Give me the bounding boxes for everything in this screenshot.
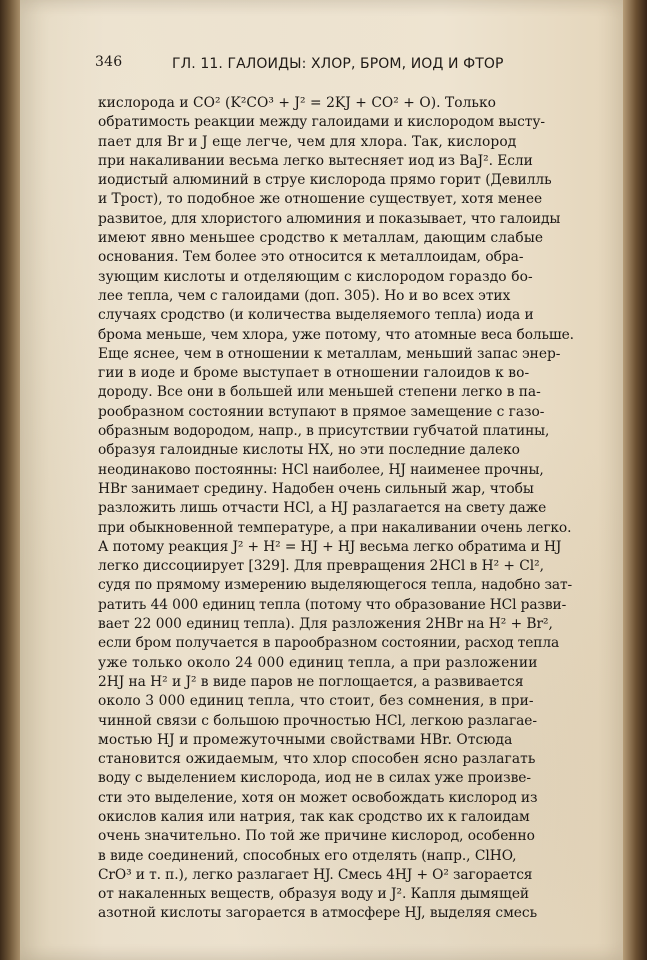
text-line: уже только около 24 000 единиц тепла, а при разложении [98, 654, 538, 671]
text-line: А потому реакция J² + H² = HJ + HJ весьма легко обратима и HJ [98, 538, 562, 555]
running-head: ГЛ. 11. ГАЛОИДЫ: ХЛОР, БРОМ, ИОД И ФТОР [172, 56, 504, 72]
text-line: гии в иоде и броме выступает в отношении галоидов к во- [98, 365, 530, 382]
text-line: пает для Br и J еще легче, чем для хлора. Так, кислород [98, 133, 517, 150]
text-line: сти это выделение, хотя он может освобождать кислород из [98, 789, 538, 806]
text-line: кислорода и CO² (K²CO³ + J² = 2KJ + CO² + O). Только [98, 95, 497, 111]
text-line: легко диссоциирует [329]. Для превращения 2HCl в H² + Cl², [98, 558, 544, 575]
text-line: образуя галоидные кислоты HX, но эти последние далеко [98, 442, 520, 459]
text-line: при обыкновенной температуре, а при накаливании очень легко. [98, 519, 572, 536]
text-line: имеют явно меньшее сродство к металлам, дающим слабые [98, 230, 544, 247]
text-line: случаях сродство (и количества выделяемого тепла) иода и [98, 307, 534, 324]
page-body-text [98, 94, 630, 924]
text-line: чинной связи с большою прочностью HCl, легкою разлагае- [98, 712, 538, 729]
book-page [20, 0, 623, 960]
text-line: очень значительно. По той же причине кислород, особенно [98, 828, 535, 845]
text-line: судя по прямому измерению выделяющегося тепла, надобно зат- [98, 577, 573, 594]
page-number: 346 [95, 54, 123, 70]
text-line: неодинаково постоянны: HCl наиболее, HJ наименее прочны, [98, 461, 544, 478]
scan-left-edge [0, 0, 20, 960]
text-line: ратить 44 000 единиц тепла (потому что образование HCl разви- [98, 596, 567, 613]
text-line: иодистый алюминий в струе кислорода прямо горит (Девилль [98, 172, 552, 189]
text-line: образным водородом, напр., в присутствии губчатой платины, [98, 423, 550, 440]
text-line: мостью HJ и промежуточными свойствами HBr. Отсюда [98, 731, 513, 748]
text-line: брома меньше, чем хлора, уже потому, что атомные веса больше. [98, 326, 574, 343]
text-line: CrO³ и т. п.), легко разлагает HJ. Смесь 4HJ + O² загорается [98, 866, 533, 883]
text-line: зующим кислоты и отделяющим с кислородом гораздо бо- [98, 268, 533, 285]
text-line: вает 22 000 единиц тепла). Для разложения 2HBr на H² + Br², [98, 616, 553, 633]
text-line: основания. Тем более это относится к металлоидам, обра- [98, 249, 524, 266]
text-line: воду с выделением кислорода, иод не в силах уже произве- [98, 770, 532, 787]
text-line: азотной кислоты загорается в атмосфере HJ, выделяя смесь [98, 905, 538, 922]
text-line: HBr занимает средину. Надобен очень сильный жар, чтобы [98, 480, 534, 497]
text-line: окислов калия или натрия, так как сродство их к галоидам [98, 808, 530, 825]
text-line: разложить лишь отчасти HCl, а HJ разлагается на свету даже [98, 500, 547, 517]
text-line: около 3 000 единиц тепла, что стоит, без сомнения, в при- [98, 693, 534, 710]
text-line: при накаливании весьма легко вытесняет иод из BaJ². Если [98, 152, 533, 169]
text-line: в виде соединений, способных его отделять (напр., ClHO, [98, 847, 517, 864]
text-line: если бром получается в парообразном состоянии, расход тепла [98, 635, 560, 652]
text-line: становится ожидаемым, что хлор способен ясно разлагать [98, 751, 536, 768]
text-line: от накаленных веществ, образуя воду и J². Капля дымящей [98, 886, 530, 903]
text-line: и Трост), то подобное же отношение существует, хотя менее [98, 191, 543, 208]
text-line: развитое, для хлористого алюминия и показывает, что галоиды [98, 210, 561, 227]
text-line: дороду. Все они в большей или меньшей степени легко в па- [98, 384, 541, 401]
text-line: обратимость реакции между галоидами и кислородом высту- [98, 114, 546, 131]
text-line: лее тепла, чем с галоидами (доп. 305). Но и во всех этих [98, 287, 511, 304]
text-line: Еще яснее, чем в отношении к металлам, меньший запас энер- [98, 345, 561, 362]
text-line: 2HJ на H² и J² в виде паров не поглощается, а развивается [98, 673, 524, 690]
text-line: рообразном состоянии вступают в прямое замещение с газо- [98, 403, 545, 420]
